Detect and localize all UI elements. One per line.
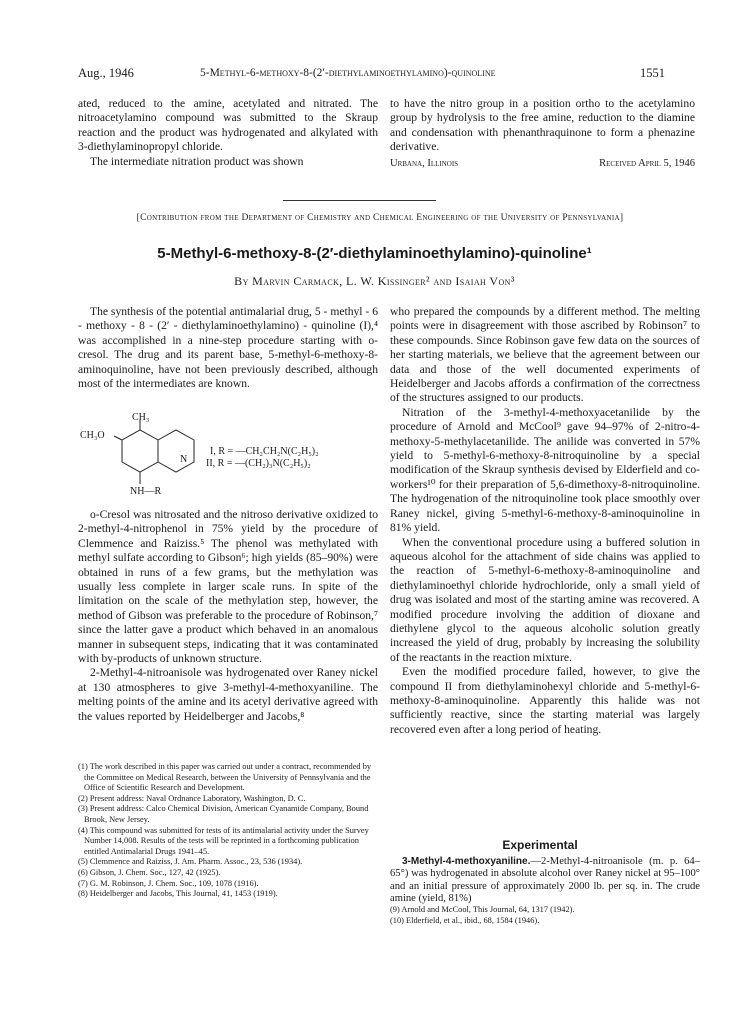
experimental-subheading: 3-Methyl-4-methoxyaniline.: [402, 856, 531, 867]
affiliation-place: Urbana, Illinois: [390, 157, 459, 169]
chemical-structure: [80, 412, 386, 504]
methoxy-label: CH₃O: [80, 430, 105, 441]
received-date: Received April 5, 1946: [599, 157, 695, 169]
footnote: (4) This compound was submitted for tests of its antimalarial activity under the Survey Number 14,008. Results of the tests will be reprinted in a forthcoming publication entitled Antimalarial Drugs 1941–45.: [78, 825, 369, 856]
contribution-note: [Contribution from the Department of Chemistry and Chemical Engineering of the University of Pennsylvania]: [136, 213, 624, 223]
running-header-date: Aug., 1946: [78, 66, 134, 80]
footnote: (9) Arnold and McCool, This Journal, 64, 1317 (1942).: [390, 905, 575, 914]
paragraph: When the conventional procedure using a buffered solution in aqueous alcohol for the attachment of side chains was applied to the reaction of 5-methyl-6-methoxy-8-aminoquinoline and diethylaminoethyl chloride hydrochloride, only a small yield of drug was isolated and most of the starting amine was recovered. A modified procedure involving the addition of dioxane and diethylene glycol to the aqueous alcoholic solution greatly increased the yield of drug, probably by increasing the solubility of the reactants in the reaction mixture.: [390, 535, 700, 664]
paragraph: 2-Methyl-4-nitroanisole was hydrogenated over Raney nickel at 130 atmospheres to give 3-methyl-4-methoxyaniline. The melting points of the amine and its acetyl derivative agreed with the values reported by Heidelberger and Jacobs,⁸: [78, 666, 378, 723]
footnote: (5) Clemmence and Raiziss, J. Am. Pharm. Assoc., 23, 536 (1934).: [78, 857, 303, 867]
footnote: (7) G. M. Robinson, J. Chem. Soc., 109, 1078 (1916).: [78, 878, 259, 888]
authors: By Marvin Carmack, L. W. Kissinger² and Isaiah Von³: [234, 274, 515, 288]
prev-article-right: [390, 97, 695, 173]
experimental-body: —2-Methyl-4-nitroanisole (m. p. 64–65°) was hydrogenated in absolute alcohol over Raney nickel at 95–100° and an initial pressure of approximately 2000 lb. per sq. in. The crude amine (yield, 81%): [390, 856, 700, 905]
paragraph: o-Cresol was nitrosated and the nitroso derivative oxidized to 2-methyl-4-nitrophenol in 75% yield by the procedure of Clemmence and Raiziss.⁵ The phenol was methylated with methyl sulfate according to Gibson⁶; high yields (85–90%) were obtained in runs of a few grams, but the methylation was usually less complete in larger scale runs. In spite of the limitation on the scale of the methylation step, however, the method of Gibson was preferable to the procedure of Robinson,⁷ since the latter gave a product which behaved in an anomalous manner in subsequent steps, indicating that it was contaminated with by-products of unknown structure.: [78, 508, 378, 666]
left-column-main: [78, 508, 378, 724]
compound-ii-def: II, R = —(CH₂)₃N(C₂H₅)₂: [206, 458, 311, 469]
paragraph: Nitration of the 3-methyl-4-methoxyacetanilide by the procedure of Arnold and McCool⁹ gave 94–97% of 2-nitro-4-methoxy-5-methylacetanilide. The anilide was converted in 57% yield to 5-methyl-6-methoxy-8-nitroquinoline by a special modification of the Skraup synthesis devised by Elderfield and co-workers¹⁰ for their preparation of 5,6-dimethoxy-8-nitroquinoline. The hydrogenation of the nitroquinoline took place smoothly over Raney nickel, giving 5-methyl-6-methoxy-8-aminoquinoline in 81% yield.: [390, 405, 700, 535]
paragraph: Even the modified procedure failed, however, to give the compound II from diethylaminohexyl chloride and 5-methyl-6-methoxy-8-aminoquinoline. Apparently this halide was not sufficiently reactive, since the starting material was largely recovered even after a long period of heating.: [390, 665, 700, 736]
paragraph: ated, reduced to the amine, acetylated and nitrated. The nitroacetylamino compound was submitted to the Skraup reaction and the product was hydrogenated and alkylated with 3-diethylaminopropyl chloride.: [78, 97, 378, 154]
page-number: 1551: [640, 66, 665, 80]
running-header-title: 5-Methyl-6-methoxy-8-(2′-diethylaminoethylamino)-quinoline: [200, 67, 496, 79]
paragraph: who prepared the compounds by a different method. The melting points were in disagreement with those ascribed by Robinson⁷ to these compounds. Since Robinson gave few data on the sources of her starting materials, we believe that the agreement between our data and those of the well documented experiments of Heidelberger and Jacobs affords a confirmation of the correctness of the structures assigned to our products.: [390, 305, 700, 405]
left-column-intro: [78, 305, 378, 391]
footnotes-right: [390, 905, 700, 926]
paragraph: The synthesis of the potential antimalarial drug, 5 - methyl - 6 - methoxy - 8 - (2′ - diethylaminoethylamino) - quinoline (I),⁴ was accomplished in a nine-step procedure starting with o-cresol. The drug and its parent base, 5-methyl-6-methoxy-8-aminoquinoline, have not been previously described, although most of the intermediates are known.: [78, 305, 378, 391]
methyl-label: CH₃: [132, 412, 150, 423]
section-divider: [283, 200, 436, 201]
experimental-heading: Experimental: [502, 838, 578, 852]
footnote: (1) The work described in this paper was carried out under a contract, recommended by the Committee on Medical Research, between the University of Pennsylvania and the Office of Scientific Research and Development.: [78, 762, 372, 793]
footnote: (8) Heidelberger and Jacobs, This Journal, 41, 1453 (1919).: [78, 889, 278, 899]
side-chain-label: NH—R: [130, 486, 162, 497]
prev-article-left: [78, 97, 378, 169]
footnote: (10) Elderfield, et al., ibid., 68, 1584 (1946).: [390, 915, 540, 925]
footnote: (2) Present address: Naval Ordnance Laboratory, Washington, D. C.: [78, 793, 306, 803]
paragraph: to have the nitro group in a position ortho to the acetylamino group by hydrolysis to the free amine, reduction to the diamine and condensation with phenanthraquinone to form a phenazine derivative.: [390, 97, 695, 154]
paragraph: The intermediate nitration product was shown: [90, 154, 304, 168]
footnote: (6) Gibson, J. Chem. Soc., 127, 42 (1925).: [78, 867, 221, 877]
footnote: (3) Present address: Calco Chemical Division, American Cyanamide Company, Bound Brook, New Jersey.: [78, 804, 369, 824]
nitrogen-label: N: [180, 454, 188, 465]
experimental-text: [390, 856, 700, 906]
article-title: 5-Methyl-6-methoxy-8-(2′-diethylaminoethylamino)-quinoline¹: [157, 245, 592, 262]
footnotes-left: [78, 762, 378, 900]
right-column-main: [390, 305, 700, 737]
compound-i-def: I, R = —CH₂CH₂N(C₂H₅)₂: [210, 446, 319, 457]
